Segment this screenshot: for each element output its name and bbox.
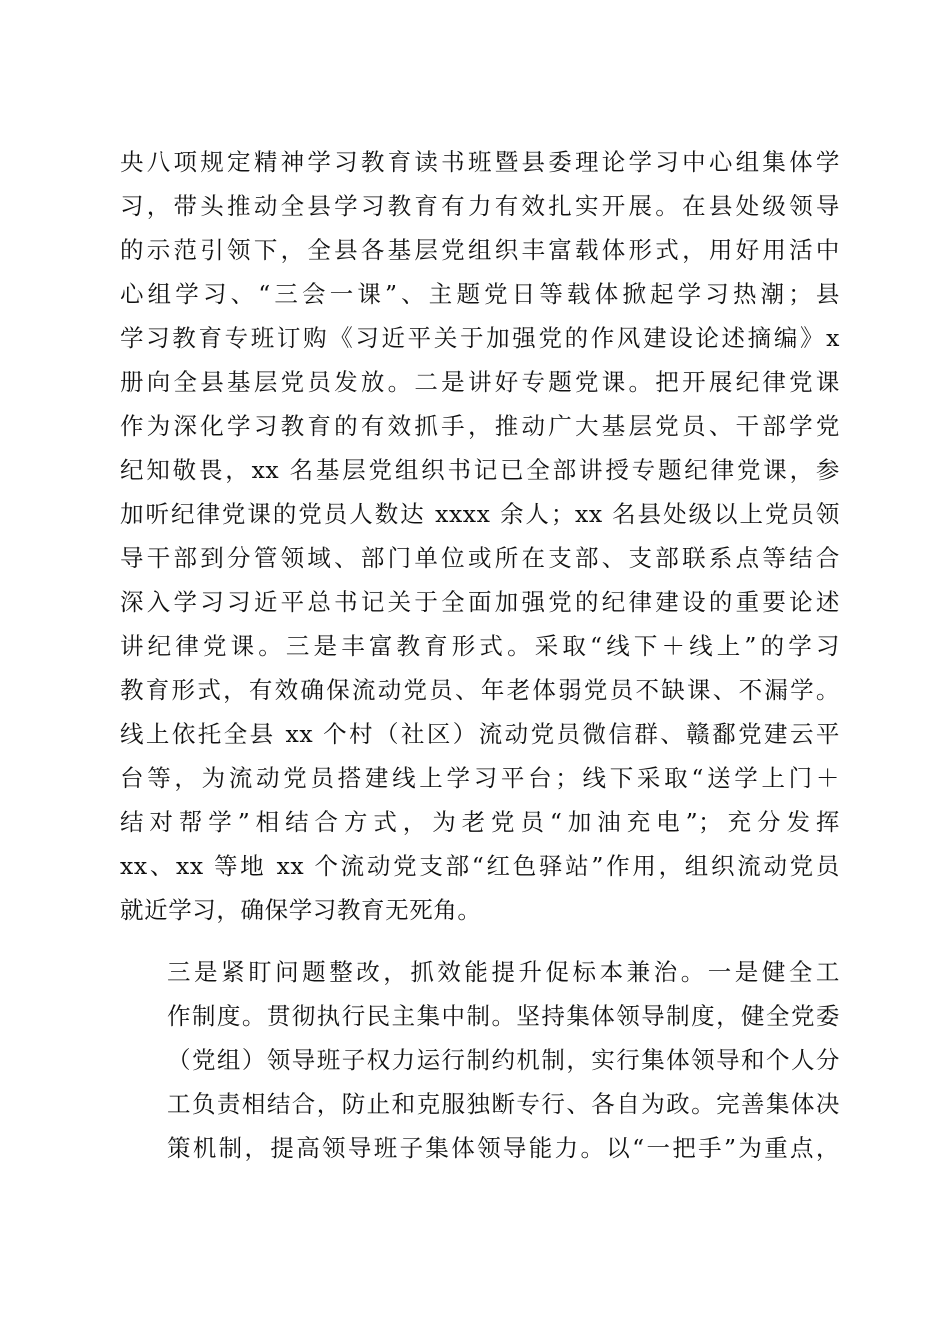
paragraph-rectification — [120, 950, 840, 1170]
text-line: 教育形式，有效确保流动党员、年老体弱党员不缺课、不漏学。 — [120, 676, 840, 704]
text-line: 纪知敬畏，xx 名基层党组织书记已全部讲授专题纪律党课，参 — [120, 456, 840, 484]
text-line: 学习教育专班订购《习近平关于加强党的作风建设论述摘编》x — [120, 324, 840, 352]
text-line: 习，带头推动全县学习教育有力有效扎实开展。在县处级领导 — [120, 192, 840, 220]
text-line: 三是紧盯问题整改，抓效能提升促标本兼治。一是健全工 — [167, 958, 840, 986]
text-line: 册向全县基层党员发放。二是讲好专题党课。把开展纪律党课 — [120, 368, 840, 396]
paragraph-study-education — [120, 140, 840, 932]
text-line: 的示范引领下，全县各基层党组织丰富载体形式，用好用活中 — [120, 236, 840, 264]
text-line: 线上依托全县 xx 个村（社区）流动党员微信群、赣鄱党建云平 — [120, 720, 840, 748]
text-line: （党组）领导班子权力运行制约机制，实行集体领导和个人分 — [167, 1046, 840, 1074]
text-line: xx、xx 等地 xx 个流动党支部“红色驿站”作用，组织流动党员 — [120, 852, 840, 880]
text-line: 作为深化学习教育的有效抓手，推动广大基层党员、干部学党 — [120, 412, 840, 440]
text-line: 结对帮学”相结合方式，为老党员“加油充电”；充分发挥 — [120, 808, 840, 836]
text-line: 心组学习、“三会一课”、主题党日等载体掀起学习热潮；县 — [120, 280, 840, 308]
text-line: 工负责相结合，防止和克服独断专行、各自为政。完善集体决 — [167, 1090, 840, 1118]
text-line: 作制度。贯彻执行民主集中制。坚持集体领导制度，健全党委 — [167, 1002, 840, 1030]
text-line: 策机制，提高领导班子集体领导能力。以“一把手”为重点， — [167, 1134, 840, 1162]
text-line: 台等，为流动党员搭建线上学习平台；线下采取“送学上门＋ — [120, 764, 840, 792]
text-line: 讲纪律党课。三是丰富教育形式。采取“线下＋线上”的学习 — [120, 632, 840, 660]
text-line: 导干部到分管领域、部门单位或所在支部、支部联系点等结合 — [120, 544, 840, 572]
text-line: 加听纪律党课的党员人数达 xxxx 余人；xx 名县处级以上党员领 — [120, 500, 840, 528]
text-line: 央八项规定精神学习教育读书班暨县委理论学习中心组集体学 — [120, 148, 840, 176]
text-line: 深入学习习近平总书记关于全面加强党的纪律建设的重要论述 — [120, 588, 840, 616]
text-line: 就近学习，确保学习教育无死角。 — [120, 896, 482, 924]
